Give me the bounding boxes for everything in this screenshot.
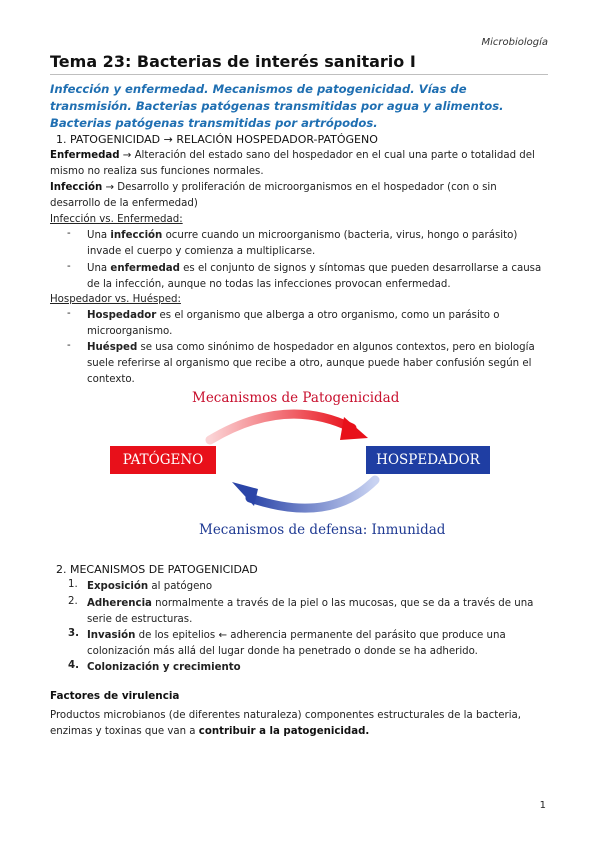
list-number: 1. <box>68 579 78 590</box>
list-item-adherencia-line2: serie de estructuras. <box>87 614 193 625</box>
bullet-dash: - <box>67 228 71 239</box>
figure-bottom-label: Mecanismos de defensa: Inmunidad <box>199 522 446 538</box>
list-item-exposicion <box>87 579 547 595</box>
bullet-huesped-line3: contexto. <box>87 374 135 385</box>
bullet-text: es el conjunto de signos y síntomas que pueden desarrollarse a causa <box>179 263 542 274</box>
bullet-dash: - <box>67 340 71 351</box>
list-number: 4. <box>68 660 79 671</box>
factores-heading: Factores de virulencia <box>50 690 180 702</box>
bullet-huesped-line2: suele referirse al organismo que recibe a otro, aunque puede haber confusión según el <box>87 358 532 369</box>
page-number: 1 <box>539 800 546 811</box>
list-term: Exposición <box>87 581 149 592</box>
list-term: Invasión <box>87 630 136 641</box>
list-item-colonizacion: Colonización y crecimiento <box>87 662 241 673</box>
bullet-enfermedad-line2: de la infección, aunque no todas las infecciones provocan enfermedad. <box>87 279 451 290</box>
bullet-hospedador-line2: microorganismo. <box>87 326 173 337</box>
enfermedad-term: Enfermedad <box>50 150 120 161</box>
blue-arrow-icon <box>232 480 375 508</box>
list-number: 2. <box>68 596 78 607</box>
patogeno-box: PATÓGENO <box>110 446 216 474</box>
factores-bold: contribuir a la patogenicidad. <box>198 726 370 737</box>
hospedador-box: HOSPEDADOR <box>366 446 490 474</box>
topic-subtitle: Infección y enfermedad. Mecanismos de patogenicidad. Vías de transmisión. Bacterias patógenas transmitidas por agua y alimentos. Bacterias patógenas transmitidas por artrópodos. <box>50 82 504 130</box>
infeccion-term: Infección <box>50 182 103 193</box>
list-item-adherencia-line1 <box>87 596 547 612</box>
bullet-text: se usa como sinónimo de hospedador en algunos contextos, pero en biología <box>137 342 535 353</box>
infeccion-def-1: → Desarrollo y proliferación de microorganismos en el hospedador (con o sin <box>102 182 497 193</box>
list-term: Adherencia <box>87 598 152 609</box>
bullet-term: Huésped <box>87 342 138 353</box>
bullet-text: es el organismo que alberga a otro organismo, como un parásito o <box>156 310 500 321</box>
bullet-dash: - <box>67 261 71 272</box>
factores-line1: Productos microbianos (de diferentes naturaleza) componentes estructurales de la bacteria, <box>50 710 522 721</box>
bullet-text: ocurre cuando un microorganismo (bacteria, virus, hongo o parásito) <box>162 230 518 241</box>
bullet-infeccion-line2: invade el cuerpo y comienza a multiplicarse. <box>87 246 316 257</box>
bullet-prefix: Una <box>87 263 111 274</box>
enfermedad-definition-line2: mismo no realiza sus funciones normales. <box>50 166 264 177</box>
bullet-term: infección <box>110 230 163 241</box>
bullet-prefix: Una <box>87 230 111 241</box>
factores-line2 <box>50 724 550 740</box>
section-2-heading: 2. MECANISMOS DE PATOGENICIDAD <box>56 563 258 576</box>
subject-header: Microbiología <box>481 37 548 48</box>
page-title: Tema 23: Bacterias de interés sanitario I <box>50 52 416 71</box>
list-item-invasion-line2: colonización más allá del lugar donde ha penetrado o donde se ha adherido. <box>87 646 478 657</box>
list-text: al patógeno <box>148 581 213 592</box>
subheading-hospedador-vs-huesped: Hospedador vs. Huésped: <box>50 294 181 305</box>
list-text: de los epitelios ← adherencia permanente del parásito que produce una <box>135 630 506 641</box>
enfermedad-def-1: → Alteración del estado sano del hospedador en el cual una parte o totalidad del <box>119 150 535 161</box>
red-arrow-icon <box>210 414 368 440</box>
list-number: 3. <box>68 628 79 639</box>
bullet-dash: - <box>67 308 71 319</box>
section-1-heading: 1. PATOGENICIDAD → RELACIÓN HOSPEDADOR-PATÓGENO <box>56 133 378 146</box>
list-item-invasion-line1 <box>87 628 547 644</box>
factores-text: enzimas y toxinas que van a <box>50 726 199 737</box>
figure-top-label: Mecanismos de Patogenicidad <box>192 390 400 406</box>
bullet-term: Hospedador <box>87 310 157 321</box>
infeccion-definition-line2: desarrollo de la enfermedad) <box>50 198 198 209</box>
subheading-infeccion-vs-enfermedad: Infección vs. Enfermedad: <box>50 214 183 225</box>
list-text: normalmente a través de la piel o las mucosas, que se da a través de una <box>151 598 534 609</box>
bullet-term: enfermedad <box>110 263 180 274</box>
